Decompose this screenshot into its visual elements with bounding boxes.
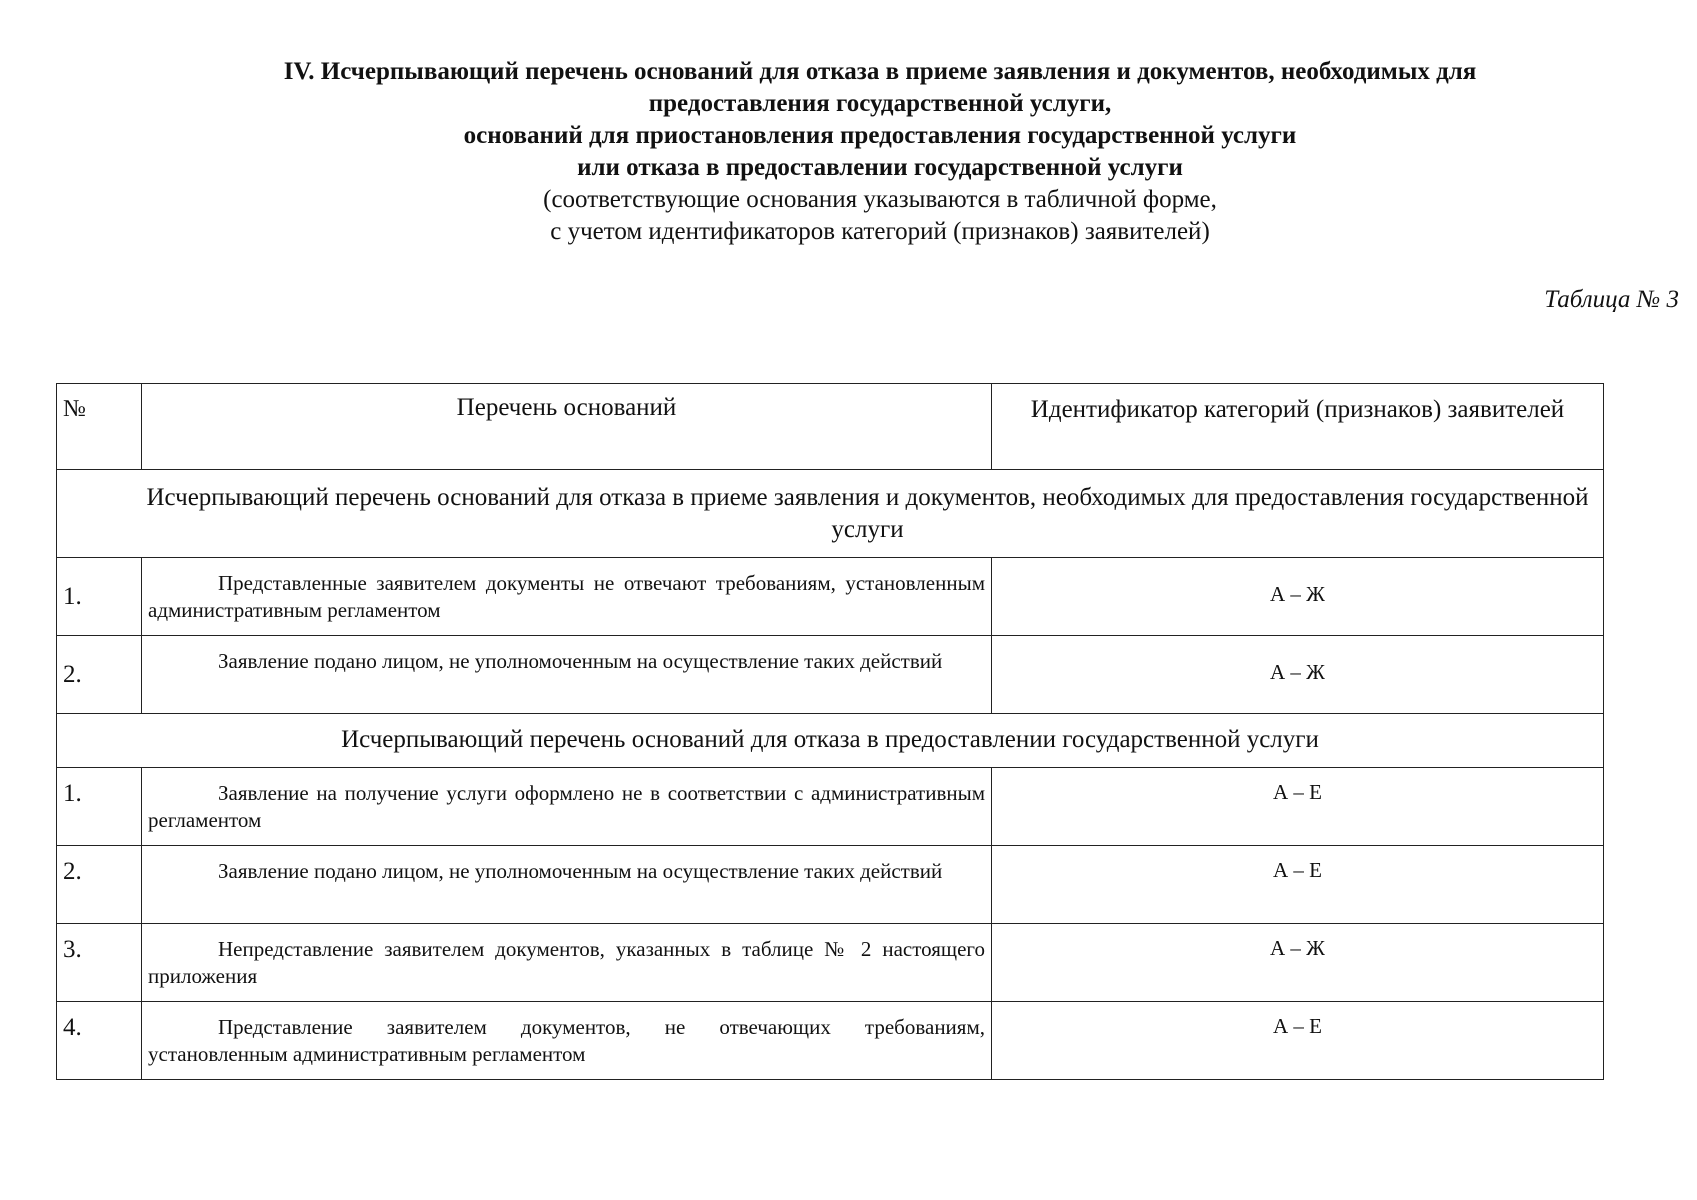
heading-line-3: оснований для приостановления предоставления государственной услуги — [463, 122, 1297, 149]
row-grounds-text-value: Заявление подано лицом, не уполномоченным на осуществление таких действий — [218, 649, 943, 673]
table-row — [57, 558, 1604, 636]
row-grounds-text-value: Заявление на получение услуги оформлено не в соответствии с административным регламентом — [148, 781, 985, 832]
section-title-refusal-service: Исчерпывающий перечень оснований для отказа в предоставлении государственной услуги — [57, 714, 1604, 768]
header-category-identifier: Идентификатор категорий (признаков) заявителей — [992, 384, 1604, 470]
table-row — [57, 636, 1604, 714]
row-number: 3. — [57, 924, 142, 1002]
table-row — [57, 768, 1604, 846]
table-row — [57, 924, 1604, 1002]
row-number: 2. — [57, 636, 142, 714]
header-grounds-list: Перечень оснований — [142, 384, 992, 470]
document-heading — [0, 56, 1697, 248]
heading-line-1: IV. Исчерпывающий перечень оснований для отказа в приеме заявления и документов, необходимых для — [283, 58, 1477, 85]
row-grounds-text-value: Представление заявителем документов, не отвечающих требованиям, установленным административным регламентом — [148, 1015, 985, 1066]
section-title-row-refusal-service — [57, 714, 1604, 768]
row-category-identifier: А – Ж — [992, 636, 1604, 714]
table-row — [57, 846, 1604, 924]
heading-note-line-1: (соответствующие основания указываются в табличной форме, — [543, 186, 1217, 213]
heading-line-2: предоставления государственной услуги, — [648, 90, 1112, 117]
row-grounds-text — [142, 768, 992, 846]
row-grounds-text — [142, 924, 992, 1002]
row-grounds-text — [142, 1002, 992, 1080]
row-grounds-text — [142, 636, 992, 714]
table-number-label: Таблица № 3 — [1544, 286, 1679, 313]
row-category-identifier: А – Е — [992, 1002, 1604, 1080]
table-row — [57, 1002, 1604, 1080]
row-category-identifier: А – Е — [992, 846, 1604, 924]
row-grounds-text-value: Непредставление заявителем документов, указанных в таблице № 2 настоящего приложения — [148, 937, 985, 988]
row-number: 4. — [57, 1002, 142, 1080]
table-header-row — [57, 384, 1604, 470]
row-category-identifier: А – Е — [992, 768, 1604, 846]
grounds-table — [56, 383, 1604, 1080]
row-grounds-text-value: Представленные заявителем документы не отвечают требованиям, установленным административным регламентом — [148, 571, 985, 622]
section-title-row-refusal-acceptance — [57, 470, 1604, 558]
section-title-refusal-acceptance: Исчерпывающий перечень оснований для отказа в приеме заявления и документов, необходимых для предоставления государственной услуги — [57, 470, 1604, 558]
heading-line-4: или отказа в предоставлении государственной услуги — [577, 154, 1183, 181]
row-grounds-text — [142, 846, 992, 924]
row-number: 1. — [57, 558, 142, 636]
row-grounds-text-value: Заявление подано лицом, не уполномоченным на осуществление таких действий — [218, 859, 943, 883]
row-grounds-text — [142, 558, 992, 636]
row-category-identifier: А – Ж — [992, 924, 1604, 1002]
header-number: № — [57, 384, 142, 470]
row-number: 1. — [57, 768, 142, 846]
row-category-identifier: А – Ж — [992, 558, 1604, 636]
row-number: 2. — [57, 846, 142, 924]
heading-note-line-2: с учетом идентификаторов категорий (признаков) заявителей) — [550, 218, 1210, 245]
